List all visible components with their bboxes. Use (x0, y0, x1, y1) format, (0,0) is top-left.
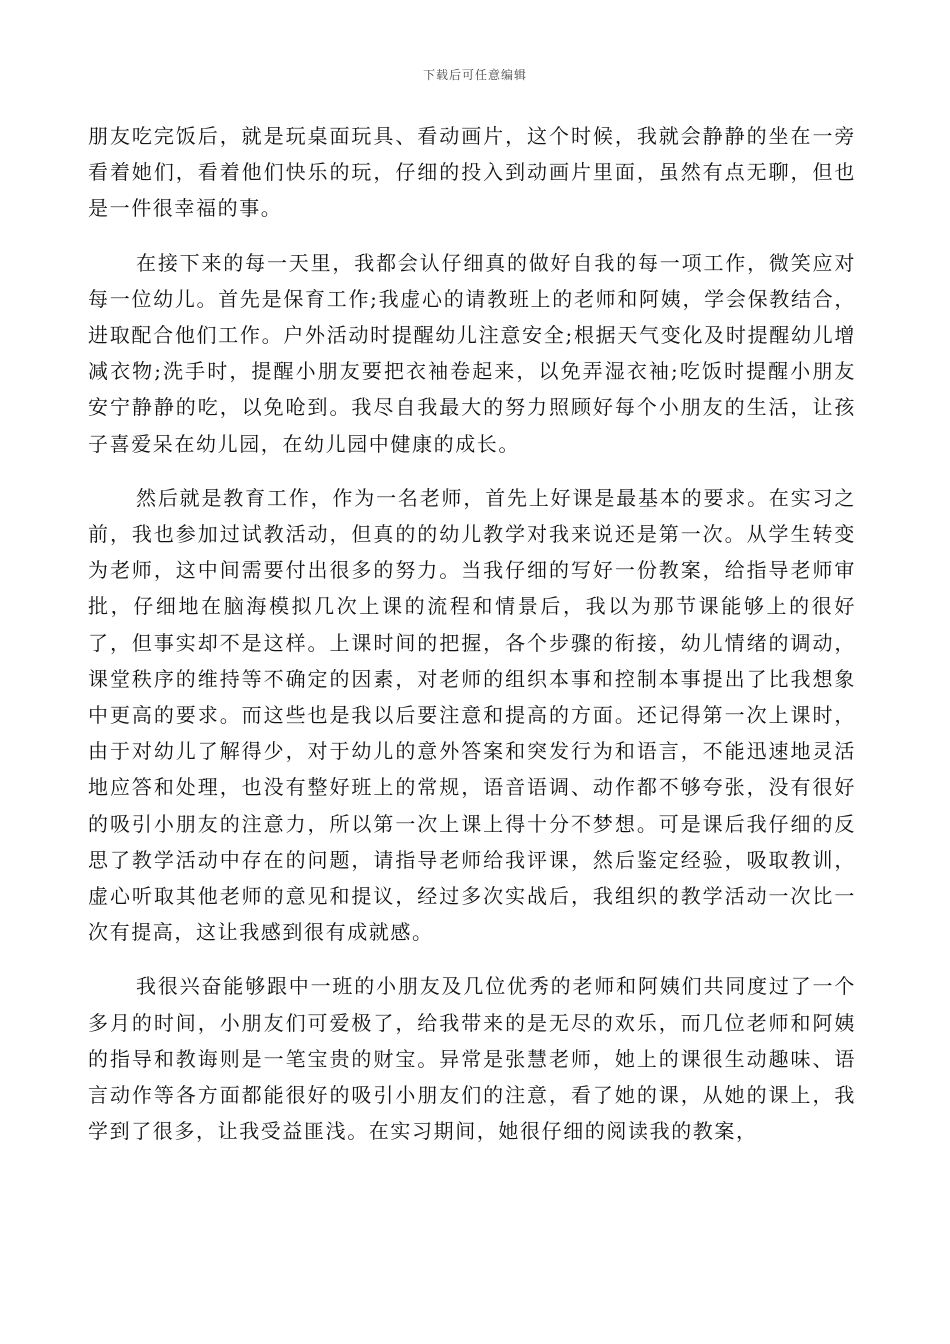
page-header: 下载后可任意编辑 (422, 68, 527, 82)
paragraph-3: 然后就是教育工作，作为一名老师，首先上好课是最基本的要求。在实习之前，我也参加过试教活动，但真的的幼儿教学对我来说还是第一次。从学生转变为老师，这中间需要付出很多的努力。当我仔细的写好一份教案，给指导老师审批，仔细地在脑海模拟几次上课的流程和情景后，我以为那节课能够上的很好了，但事实却不是这样。上课时间的把握，各个步骤的衔接，幼儿情绪的调动，课堂秩序的维持等不确定的因素，对老师的组织本事和控制本事提出了比我想象中更高的要求。而这些也是我以后要注意和提高的方面。还记得第一次上课时，由于对幼儿了解得少，对于幼儿的意外答案和突发行为和语言，不能迅速地灵活地应答和处理，也没有整好班上的常规，语音语调、动作都不够夸张，没有很好的吸引小朋友的注意力，所以第一次上课上得十分不梦想。可是课后我仔细的反思了教学活动中存在的问题，请指导老师给我评课，然后鉴定经验，吸取教训，虚心听取其他老师的意见和提议，经过多次实战后，我组织的教学活动一次比一次有提高，这让我感到很有成就感。 (88, 485, 856, 945)
document-body (88, 118, 856, 1167)
paragraph-4: 我很兴奋能够跟中一班的小朋友及几位优秀的老师和阿姨们共同度过了一个多月的时间，小朋友们可爱极了，给我带来的是无尽的欢乐，而几位老师和阿姨的指导和教诲则是一笔宝贵的财宝。异常是张慧老师，她上的课很生动趣味、语言动作等各方面都能很好的吸引小朋友们的注意，看了她的课，从她的课上，我学到了很多，让我受益匪浅。在实习期间，她很仔细的阅读我的教案， (88, 974, 856, 1144)
paragraph-1: 朋友吃完饭后，就是玩桌面玩具、看动画片，这个时候，我就会静静的坐在一旁看着她们，看着他们快乐的玩，仔细的投入到动画片里面，虽然有点无聊，但也是一件很幸福的事。 (88, 124, 856, 221)
paragraph-2: 在接下来的每一天里，我都会认仔细真的做好自我的每一项工作，微笑应对每一位幼儿。首先是保育工作;我虚心的请教班上的老师和阿姨，学会保教结合，进取配合他们工作。户外活动时提醒幼儿注意安全;根据天气变化及时提醒幼儿增减衣物;洗手时，提醒小朋友要把衣袖卷起来，以免弄湿衣袖;吃饭时提醒小朋友安宁静静的吃，以免呛到。我尽自我最大的努力照顾好每个小朋友的生活，让孩子喜爱呆在幼儿园，在幼儿园中健康的成长。 (88, 250, 856, 456)
